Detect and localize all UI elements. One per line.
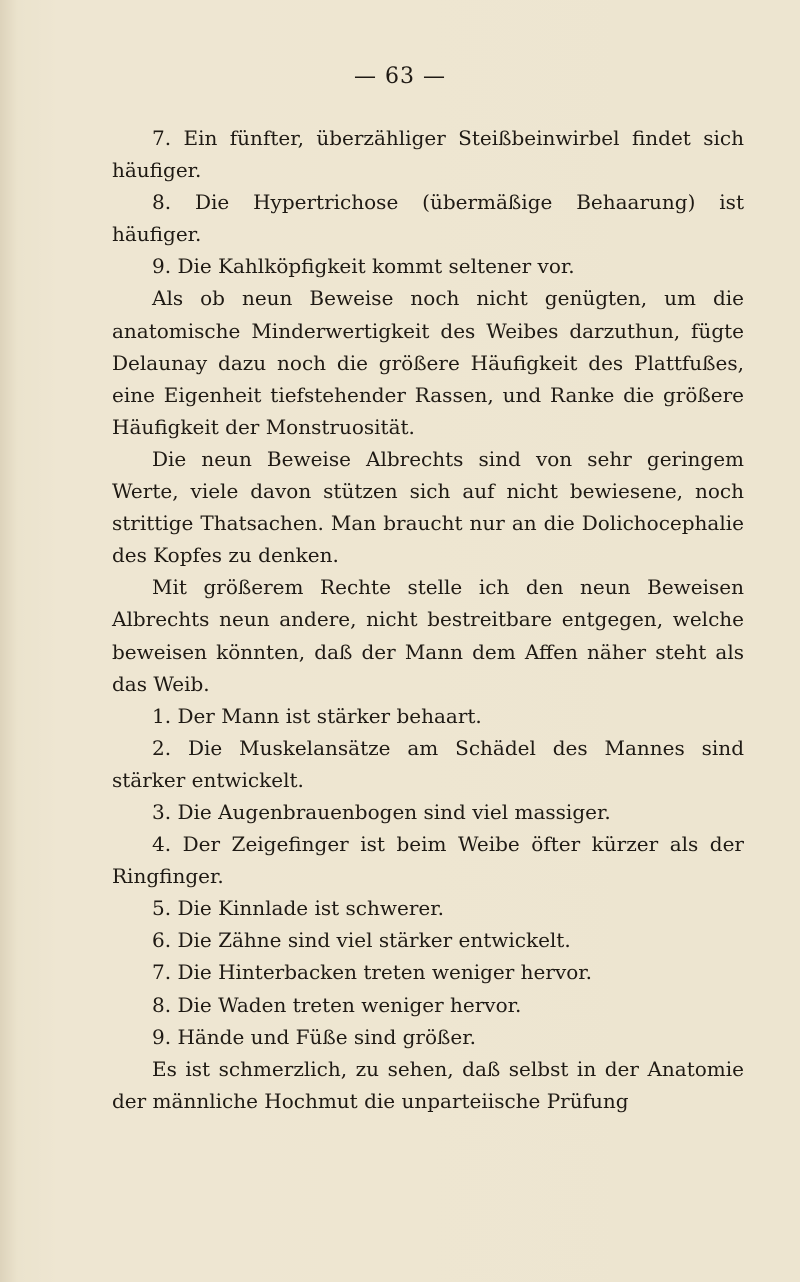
paragraph-6: Mit größerem Rechte stelle ich den neun Beweisen Albrechts neun andere, nicht bestreitbare entgegen, welche beweisen könnten, daß der Mann dem Affen näher steht als das Weib.: [112, 575, 744, 696]
paragraph-3: 9. Die Kahlköpfigkeit kommt seltener vor.: [152, 254, 575, 279]
closing-paragraph: Es ist schmerzlich, zu sehen, daß selbst in der Anatomie der männliche Hochmut die unparteiische Prüfung: [112, 1056, 744, 1113]
paragraph-1: 7. Ein fünfter, überzähliger Steißbeinwirbel findet sich häufiger.: [112, 126, 744, 183]
list-item-4: 4. Der Zeigefinger ist beim Weibe öfter kürzer als der Ringfinger.: [112, 832, 744, 889]
paragraph-2: 8. Die Hypertrichose (übermäßige Behaarung) ist häufiger.: [112, 190, 744, 247]
list-item-7: 7. Die Hinterbacken treten weniger hervor.: [152, 960, 593, 985]
paragraph-4: Als ob neun Beweise noch nicht genügten, um die anatomische Minderwertigkeit des Weibes darzuthun, fügte Delaunay dazu noch die größere Häufigkeit des Plattfußes, eine Eigenheit tiefstehender Rassen, und Ranke die größere Häufigkeit der Monstruosität.: [112, 286, 744, 439]
paragraph-5: Die neun Beweise Albrechts sind von sehr geringem Werte, viele davon stützen sich auf nicht bewiesene, noch strittige Thatsachen. Man braucht nur an die Dolichocephalie des Kopfes zu denken.: [112, 446, 744, 568]
list-item-8: 8. Die Waden treten weniger hervor.: [152, 992, 522, 1017]
list-item-2: 2. Die Muskelansätze am Schädel des Mannes sind stärker entwickelt.: [112, 735, 744, 792]
list-item-3: 3. Die Augenbrauenbogen sind viel massiger.: [152, 799, 611, 824]
page-number: — 63 —: [354, 64, 446, 89]
list-item-9: 9. Hände und Füße sind größer.: [152, 1024, 476, 1049]
list-item-6: 6. Die Zähne sind viel stärker entwickelt.: [152, 928, 571, 953]
list-item-5: 5. Die Kinnlade ist schwerer.: [152, 896, 444, 921]
page-body: [112, 122, 744, 1117]
list-item-1: 1. Der Mann ist stärker behaart.: [152, 703, 482, 728]
